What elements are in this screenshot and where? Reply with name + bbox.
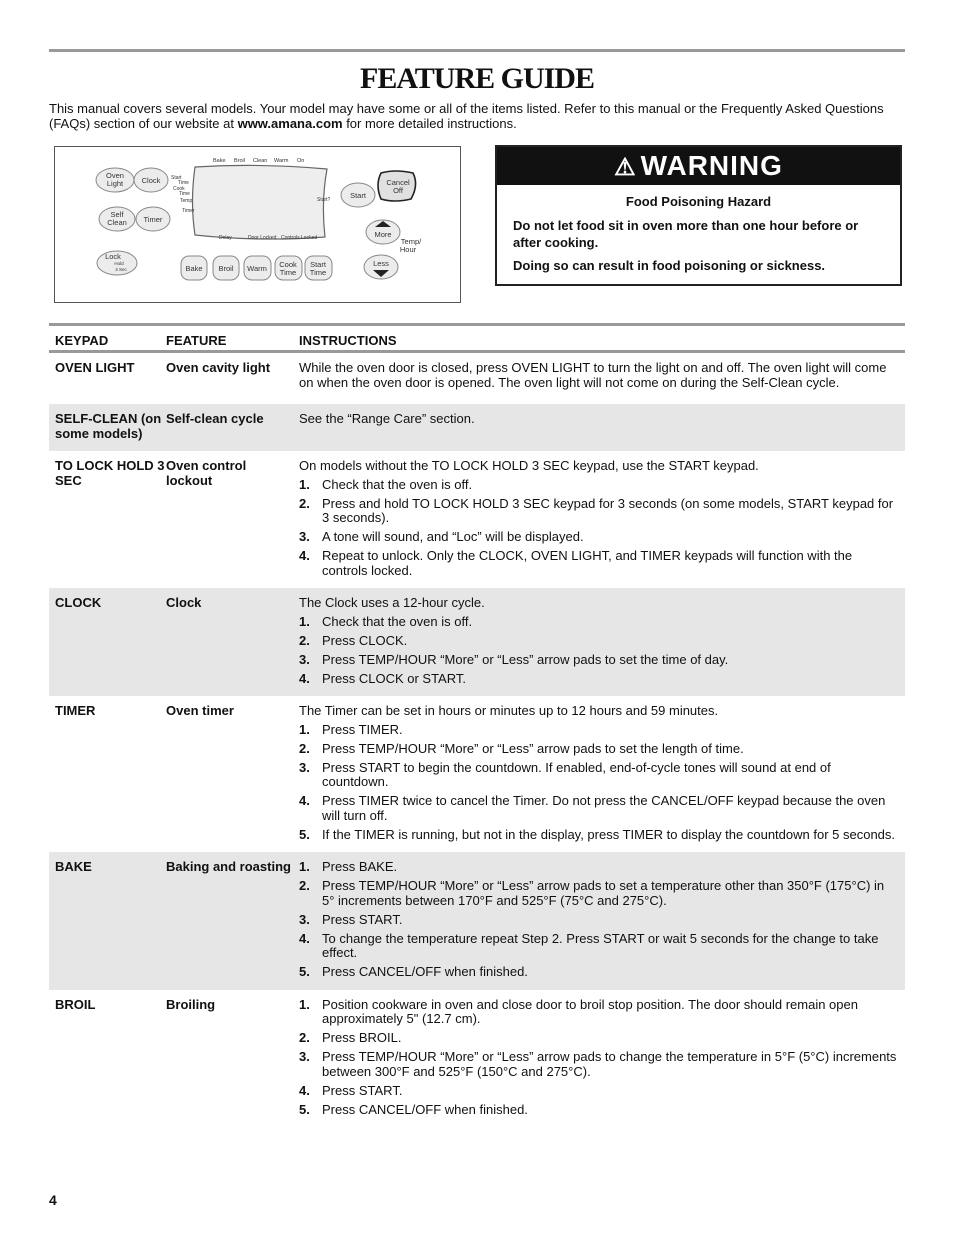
bake-label: Bake — [185, 264, 203, 273]
indicator-door-locked: Door Locked — [248, 235, 277, 241]
step-item — [299, 497, 899, 526]
row-instructions — [299, 596, 905, 686]
warm-label: Warm — [247, 264, 267, 273]
step-item — [299, 913, 899, 928]
step-number: 3. — [299, 529, 310, 544]
oven-light-label: Oven — [106, 171, 124, 180]
step-item — [299, 828, 899, 843]
self-clean-label-2: Clean — [107, 218, 127, 227]
step-number: 4. — [299, 930, 310, 946]
intro-text: This manual covers several models. Your model may have some or all of the items listed. Refer to this manual or the Frequently Asked Questions (FAQs) section of our website at — [49, 101, 884, 131]
website-link[interactable]: www.amana.com — [237, 115, 343, 131]
step-number: 3. — [299, 759, 310, 775]
row-feature: Oven cavity light — [166, 360, 271, 375]
indicator-broil: Broil — [234, 158, 246, 164]
step-item — [299, 794, 899, 823]
row-lead-text: The Clock uses a 12-hour cycle. — [299, 595, 485, 610]
table-row — [49, 404, 905, 451]
display-window — [193, 165, 328, 239]
more-label: More — [374, 230, 392, 239]
table-body — [49, 353, 905, 1127]
feature-table — [49, 323, 905, 1127]
step-text: Press CANCEL/OFF when finished. — [322, 964, 528, 979]
step-text: A tone will sound, and “Loc” will be displayed. — [322, 529, 584, 544]
broil-label: Broil — [218, 264, 234, 273]
cancel-label: Cancel — [386, 178, 410, 187]
intro-text-end: for more detailed instructions. — [342, 115, 517, 131]
top-indicators — [213, 158, 304, 164]
step-number: 2. — [299, 878, 310, 893]
step-number: 4. — [299, 670, 310, 686]
self-clean-label: Self — [110, 210, 124, 219]
step-item — [299, 860, 899, 875]
step-item — [299, 879, 899, 908]
step-number: 3. — [299, 651, 310, 667]
row-feature: Broiling — [166, 996, 216, 1012]
step-text: Press START to begin the countdown. If enabled, end-of-cycle tones will sound at end of countdown. — [322, 759, 831, 789]
step-list — [299, 723, 899, 843]
step-number: 1. — [299, 859, 310, 874]
row-instructions — [299, 361, 905, 394]
header-instructions: INSTRUCTIONS — [299, 333, 397, 348]
indicator-start: Start — [171, 175, 182, 181]
step-item — [299, 672, 899, 687]
row-instructions — [299, 704, 905, 842]
step-item — [299, 742, 899, 757]
step-number: 5. — [299, 964, 310, 979]
warning-triangle-icon: ⚠ — [614, 154, 637, 181]
step-item — [299, 478, 899, 493]
step-item — [299, 615, 899, 630]
warning-paragraph: Do not let food sit in oven more than one hour before or after cooking. — [513, 218, 859, 250]
step-item — [299, 723, 899, 738]
step-text: To change the temperature repeat Step 2. Press START or wait 5 seconds for the change to take effect. — [322, 930, 879, 960]
warning-box — [495, 145, 902, 286]
step-item — [299, 1031, 899, 1046]
control-panel-illustration — [54, 146, 461, 303]
row-keypad: OVEN LIGHT — [55, 360, 135, 375]
step-text: Press CANCEL/OFF when finished. — [322, 1101, 528, 1117]
row-feature: Clock — [166, 595, 202, 610]
temp-hour-label: Temp/ — [400, 237, 422, 246]
table-row — [49, 696, 905, 852]
row-keypad: BAKE — [55, 859, 92, 874]
indicator-on: On — [297, 158, 305, 164]
indicator-delay: Delay — [219, 235, 232, 241]
start-label: Start — [350, 191, 366, 200]
clock-label: Clock — [141, 176, 161, 185]
step-text: Press BAKE. — [322, 859, 398, 874]
table-row — [49, 451, 905, 588]
row-feature: Self-clean cycle — [166, 411, 264, 426]
indicator-timer: Timer — [182, 208, 195, 214]
row-instructions — [299, 998, 905, 1118]
lock-hold-label: Hold — [114, 261, 124, 266]
step-item — [299, 530, 899, 545]
timer-label: Timer — [143, 215, 163, 224]
step-number: 3. — [299, 1049, 310, 1064]
indicator-warm: Warm — [274, 158, 289, 164]
row-feature: Baking and roasting — [166, 859, 291, 874]
step-number: 5. — [299, 1101, 310, 1117]
start-time-label: Start — [310, 260, 326, 269]
top-rule — [49, 49, 905, 52]
row-lead-text: See the “Range Care” section. — [299, 411, 475, 426]
cook-time-label-2: Time — [279, 268, 297, 277]
indicator-start-question: Start? — [317, 197, 331, 203]
page-title: FEATURE GUIDE — [360, 62, 594, 95]
row-keypad: CLOCK — [55, 595, 102, 610]
step-text: Repeat to unlock. Only the CLOCK, OVEN LIGHT, and TIMER keypads will function with the controls locked. — [322, 548, 853, 578]
step-item — [299, 1103, 899, 1118]
step-number: 4. — [299, 793, 310, 808]
warning-paragraph: Doing so can result in food poisoning or sickness. — [513, 258, 826, 273]
step-item — [299, 549, 899, 578]
cook-time-label: Cook — [279, 260, 297, 269]
warning-header — [497, 147, 900, 185]
step-item — [299, 998, 899, 1027]
indicator-temp: Temp — [180, 198, 193, 204]
step-number: 4. — [299, 548, 310, 563]
step-text: Check that the oven is off. — [322, 613, 473, 629]
row-lead-text: The Timer can be set in hours or minutes up to 12 hours and 59 minutes. — [299, 703, 719, 718]
off-label: Off — [393, 186, 403, 195]
step-number: 1. — [299, 476, 310, 492]
row-keypad: SELF-CLEAN (on some models) — [55, 411, 162, 441]
step-item — [299, 653, 899, 668]
step-number: 3. — [299, 911, 310, 927]
row-instructions — [299, 412, 905, 441]
step-item — [299, 1050, 899, 1079]
warning-heading: WARNING — [640, 150, 783, 181]
table-header — [49, 323, 905, 353]
step-text: Press START. — [322, 1082, 403, 1098]
table-row — [49, 852, 905, 990]
step-list — [299, 615, 899, 687]
step-text: Press START. — [322, 911, 403, 927]
start-time-label-2: Time — [309, 268, 327, 277]
indicator-clean: Clean — [253, 158, 268, 164]
step-number: 2. — [299, 632, 310, 648]
header-keypad: KEYPAD — [55, 333, 109, 348]
step-number: 2. — [299, 495, 310, 511]
row-feature: Oven control lockout — [166, 458, 247, 488]
step-text: Press CLOCK. — [322, 632, 408, 648]
row-lead-text: While the oven door is closed, press OVEN LIGHT to turn the light on and off. The oven light will come on when the oven door is opened. The oven light will not come on during the Self-Clean cycle. — [299, 360, 887, 390]
step-number: 4. — [299, 1082, 310, 1098]
step-number: 2. — [299, 1030, 310, 1045]
step-text: Check that the oven is off. — [322, 476, 473, 492]
step-list — [299, 998, 899, 1118]
step-number: 1. — [299, 613, 310, 629]
row-instructions — [299, 860, 905, 980]
row-keypad: BROIL — [55, 996, 96, 1012]
row-lead-text: On models without the TO LOCK HOLD 3 SEC keypad, use the START keypad. — [299, 458, 759, 473]
step-number: 1. — [299, 996, 310, 1012]
step-number: 2. — [299, 740, 310, 756]
temp-hour-label-2: Hour — [399, 245, 417, 254]
step-text: Press BROIL. — [322, 1030, 402, 1045]
step-item — [299, 634, 899, 649]
row-instructions — [299, 459, 905, 578]
step-text: If the TIMER is running, but not in the display, press TIMER to display the countdown for 5 seconds. — [322, 826, 896, 842]
row-feature: Oven timer — [166, 703, 234, 718]
indicator-cook: Cook — [173, 186, 185, 192]
step-list — [299, 860, 899, 980]
indicator-time-2: Time — [179, 191, 190, 197]
step-text: Press and hold TO LOCK HOLD 3 SEC keypad for 3 seconds (on some models, START keypad for 3 seconds). — [322, 495, 894, 525]
indicator-bake: Bake — [213, 158, 226, 164]
intro-paragraph — [49, 102, 909, 131]
table-row — [49, 588, 905, 696]
step-text: Press TEMP/HOUR “More” or “Less” arrow pads to set the length of time. — [322, 740, 744, 756]
step-text: Press CLOCK or START. — [322, 670, 466, 686]
less-label: Less — [373, 259, 389, 268]
step-list — [299, 478, 899, 579]
step-text: Press TEMP/HOUR “More” or “Less” arrow pads to set the time of day. — [322, 651, 729, 667]
step-item — [299, 1084, 899, 1099]
table-row — [49, 353, 905, 404]
step-item — [299, 965, 899, 980]
table-row — [49, 990, 905, 1128]
lock-label: Lock — [105, 252, 121, 261]
row-keypad: TIMER — [55, 703, 96, 718]
step-text: Position cookware in oven and close door to broil stop position. The door should remain open approximately 5" (12.7 cm). — [322, 996, 858, 1026]
step-number: 1. — [299, 721, 310, 737]
step-text: Press TIMER twice to cancel the Timer. Do not press the CANCEL/OFF keypad because the oven will turn off. — [322, 793, 886, 823]
indicator-time: Time — [178, 180, 189, 186]
lock-3sec-label: 3 Sec — [115, 267, 127, 272]
step-item — [299, 932, 899, 961]
row-keypad: TO LOCK HOLD 3 SEC — [55, 458, 165, 488]
step-text: Press TEMP/HOUR “More” or “Less” arrow pads to set a temperature other than 350°F (175°C) in 5° increments between 170°F and 525°F (75°C and 275°C). — [322, 878, 885, 908]
step-number: 5. — [299, 826, 310, 842]
indicator-controls-locked: Controls Locked — [281, 235, 318, 241]
step-text: Press TIMER. — [322, 721, 403, 737]
warning-subheading: Food Poisoning Hazard — [625, 194, 772, 209]
page-number: 4 — [49, 1192, 57, 1208]
header-feature: FEATURE — [166, 333, 227, 348]
step-text: Press TEMP/HOUR “More” or “Less” arrow pads to change the temperature in 5°F (5°C) increments between 300°F and 525°F (150°C and 275°C). — [322, 1049, 897, 1079]
step-item — [299, 761, 899, 790]
oven-light-label-2: Light — [106, 179, 124, 188]
